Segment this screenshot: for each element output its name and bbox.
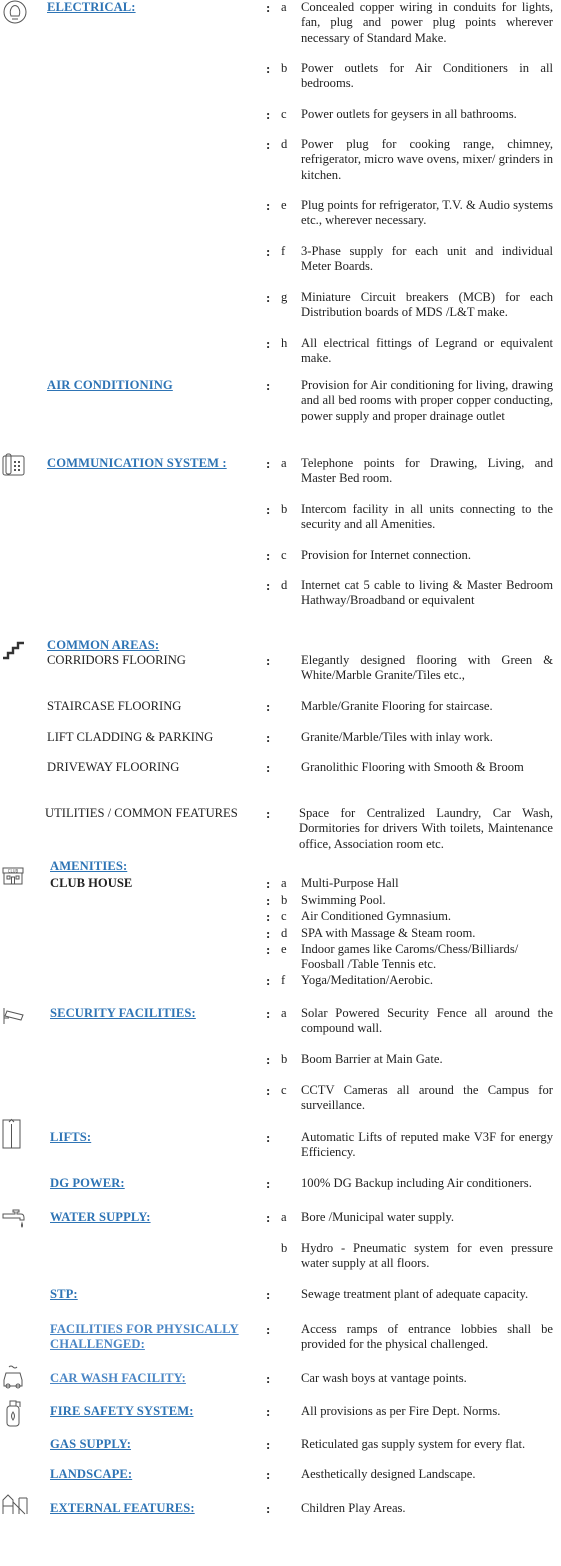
item-letter: f — [281, 244, 286, 258]
colon: : — [266, 973, 271, 988]
item-letter: a — [281, 1210, 287, 1224]
colon: : — [266, 942, 271, 957]
lifts-heading[interactable]: LIFTS: — [50, 1130, 92, 1144]
lift-cladding-label: LIFT CLADDING & PARKING — [47, 730, 214, 744]
driveway-text: Granolithic Flooring with Smooth & Broom — [301, 760, 524, 774]
staircase-text: Marble/Granite Flooring for staircase. — [301, 699, 493, 713]
colon: : — [266, 0, 271, 15]
colon: : — [266, 806, 271, 821]
communication-heading[interactable]: COMMUNICATION SYSTEM : — [47, 456, 227, 470]
security-item-a: Solar Powered Security Fence all around the compound wall. — [301, 1006, 553, 1036]
colon: : — [266, 1006, 271, 1021]
communication-item-b: Intercom facility in all units connecting to the security and all Amenities. — [301, 502, 553, 532]
colon: : — [266, 548, 271, 563]
item-letter: b — [281, 1241, 288, 1255]
communication-item-d: Internet cat 5 cable to living & Master Bedroom Hathway/Broadband or equivalent — [301, 578, 553, 608]
driveway-label: DRIVEWAY FLOORING — [47, 760, 180, 774]
telephone-icon — [1, 453, 27, 477]
colon: : — [266, 1501, 271, 1516]
item-letter: b — [281, 893, 288, 907]
physically-challenged-heading-line2[interactable]: CHALLENGED: — [50, 1337, 145, 1351]
corridors-text: Elegantly designed flooring with Green & White/Marble Granite/Tiles etc., — [301, 653, 553, 683]
colon: : — [266, 1404, 271, 1419]
security-item-c: CCTV Cameras all around the Campus for surveillance. — [301, 1083, 553, 1113]
clubhouse-icon — [1, 866, 25, 886]
security-item-b: Boom Barrier at Main Gate. — [301, 1052, 443, 1066]
water-item-a: Bore /Municipal water supply. — [301, 1210, 455, 1224]
colon: : — [266, 1176, 271, 1191]
colon: : — [266, 909, 271, 924]
item-letter: c — [281, 1083, 287, 1097]
electrical-heading[interactable]: ELECTRICAL: — [47, 0, 136, 14]
amenity-item-e: Indoor games like Caroms/Chess/Billiards/ Foosball /Table Tennis etc. — [301, 942, 519, 972]
item-letter: a — [281, 0, 287, 14]
item-letter: h — [281, 336, 288, 350]
item-letter: b — [281, 61, 288, 75]
item-letter: b — [281, 502, 288, 516]
external-features-text: Children Play Areas. — [301, 1501, 406, 1515]
lifts-text: Automatic Lifts of reputed make V3F for energy Efficiency. — [301, 1130, 553, 1160]
colon: : — [266, 502, 271, 517]
water-item-b: Hydro - Pneumatic system for even pressure water supply at all floors. — [301, 1241, 553, 1271]
physically-challenged-heading-line1[interactable]: FACILITIES FOR PHYSICALLY — [50, 1322, 239, 1336]
air-conditioning-heading[interactable]: AIR CONDITIONING — [47, 378, 173, 392]
item-letter: b — [281, 1052, 288, 1066]
item-letter: f — [281, 973, 286, 987]
colon: : — [266, 578, 271, 593]
car-wash-heading[interactable]: CAR WASH FACILITY: — [50, 1371, 186, 1385]
colon: : — [266, 456, 271, 471]
item-letter: a — [281, 1006, 287, 1020]
dg-power-heading[interactable]: DG POWER: — [50, 1176, 125, 1190]
colon: : — [266, 1437, 271, 1452]
club-house-label: CLUB HOUSE — [50, 876, 133, 890]
item-letter: c — [281, 909, 287, 923]
playground-icon — [1, 1492, 29, 1516]
fire-safety-text: All provisions as per Fire Dept. Norms. — [301, 1404, 501, 1418]
item-letter: d — [281, 926, 288, 940]
electrical-item-h: All electrical fittings of Legrand or equivalent make. — [301, 336, 553, 366]
colon: : — [266, 1322, 271, 1337]
amenity-item-a: Multi-Purpose Hall — [301, 876, 399, 890]
amenity-item-f: Yoga/Meditation/Aerobic. — [301, 973, 433, 987]
air-conditioning-text: Provision for Air conditioning for living, drawing and all bed rooms with proper copper conducting, power supply and proper drainage outlet — [301, 378, 553, 423]
colon: : — [266, 699, 271, 714]
item-letter: e — [281, 198, 287, 212]
colon: : — [266, 926, 271, 941]
colon: : — [266, 1287, 271, 1302]
colon: : — [266, 378, 271, 393]
fire-safety-heading[interactable]: FIRE SAFETY SYSTEM: — [50, 1404, 194, 1418]
svg-text:CLUB: CLUB — [7, 868, 19, 874]
elevator-icon — [1, 1118, 23, 1150]
electrical-item-f: 3-Phase supply for each unit and individual Meter Boards. — [301, 244, 553, 274]
colon: : — [266, 1210, 271, 1225]
electrical-item-e: Plug points for refrigerator, T.V. & Audio systems etc., wherever necessary. — [301, 198, 553, 228]
electrical-item-d: Power plug for cooking range, chimney, refrigerator, micro wave ovens, mixer/ grinders in kitchen. — [301, 137, 553, 182]
colon: : — [266, 137, 271, 152]
item-letter: d — [281, 137, 288, 151]
item-letter: d — [281, 578, 288, 592]
staircase-label: STAIRCASE FLOORING — [47, 699, 182, 713]
amenity-item-d: SPA with Massage & Steam room. — [301, 926, 476, 940]
security-heading[interactable]: SECURITY FACILITIES: — [50, 1006, 196, 1020]
colon: : — [266, 760, 271, 775]
amenity-item-b: Swimming Pool. — [301, 893, 386, 907]
item-letter: c — [281, 107, 287, 121]
colon: : — [266, 1467, 271, 1482]
utilities-text: Space for Centralized Laundry, Car Wash, Dormitories for drivers With toilets, Maintenance office, Association room etc. — [299, 806, 553, 851]
amenity-item-c: Air Conditioned Gymnasium. — [301, 909, 452, 923]
water-tap-icon — [1, 1206, 27, 1232]
item-letter: a — [281, 456, 287, 470]
bulb-icon — [2, 0, 28, 26]
colon: : — [266, 107, 271, 122]
cctv-camera-icon — [1, 1006, 27, 1026]
colon: : — [266, 653, 271, 668]
landscape-heading[interactable]: LANDSCAPE: — [50, 1467, 133, 1481]
communication-item-a: Telephone points for Drawing, Living, and Master Bed room. — [301, 456, 553, 486]
item-letter: a — [281, 876, 287, 890]
utilities-label: UTILITIES / COMMON FEATURES — [45, 806, 238, 820]
dg-power-text: 100% DG Backup including Air conditioners. — [301, 1176, 532, 1190]
colon: : — [266, 893, 271, 908]
electrical-item-a: Concealed copper wiring in conduits for lights, fan, plug and power plug points wherever necessary of Standard Make. — [301, 0, 553, 45]
item-letter: c — [281, 548, 287, 562]
colon: : — [266, 198, 271, 213]
colon: : — [266, 61, 271, 76]
external-features-heading[interactable]: EXTERNAL FEATURES: — [50, 1501, 195, 1515]
colon: : — [266, 336, 271, 351]
electrical-item-c: Power outlets for geysers in all bathrooms. — [301, 107, 517, 121]
gas-supply-heading[interactable]: GAS SUPPLY: — [50, 1437, 132, 1451]
water-supply-heading[interactable]: WATER SUPPLY: — [50, 1210, 151, 1224]
electrical-item-g: Miniature Circuit breakers (MCB) for each Distribution boards of MDS /L&T make. — [301, 290, 553, 320]
item-letter: g — [281, 290, 288, 304]
colon: : — [266, 1083, 271, 1098]
car-icon — [1, 1364, 25, 1390]
colon: : — [266, 1130, 271, 1145]
gas-supply-text: Reticulated gas supply system for every flat. — [301, 1437, 526, 1451]
electrical-item-b: Power outlets for Air Conditioners in all bedrooms. — [301, 61, 553, 91]
colon: : — [266, 730, 271, 745]
colon: : — [266, 290, 271, 305]
colon: : — [266, 876, 271, 891]
colon: : — [266, 1371, 271, 1386]
common-areas-heading[interactable]: COMMON AREAS: — [47, 638, 160, 652]
fire-extinguisher-icon — [4, 1398, 22, 1428]
landscape-text: Aesthetically designed Landscape. — [301, 1467, 476, 1481]
item-letter: e — [281, 942, 287, 956]
amenities-heading[interactable]: AMENITIES: — [50, 859, 128, 873]
colon: : — [266, 1052, 271, 1067]
stp-heading[interactable]: STP: — [50, 1287, 78, 1301]
communication-item-c: Provision for Internet connection. — [301, 548, 471, 562]
corridors-label: CORRIDORS FLOORING — [47, 653, 186, 667]
colon: : — [266, 244, 271, 259]
physically-challenged-text: Access ramps of entrance lobbies shall be provided for the physical challenged. — [301, 1322, 553, 1352]
lift-cladding-text: Granite/Marble/Tiles with inlay work. — [301, 730, 493, 744]
stp-text: Sewage treatment plant of adequate capacity. — [301, 1287, 529, 1301]
stairs-icon — [2, 640, 26, 660]
car-wash-text: Car wash boys at vantage points. — [301, 1371, 467, 1385]
